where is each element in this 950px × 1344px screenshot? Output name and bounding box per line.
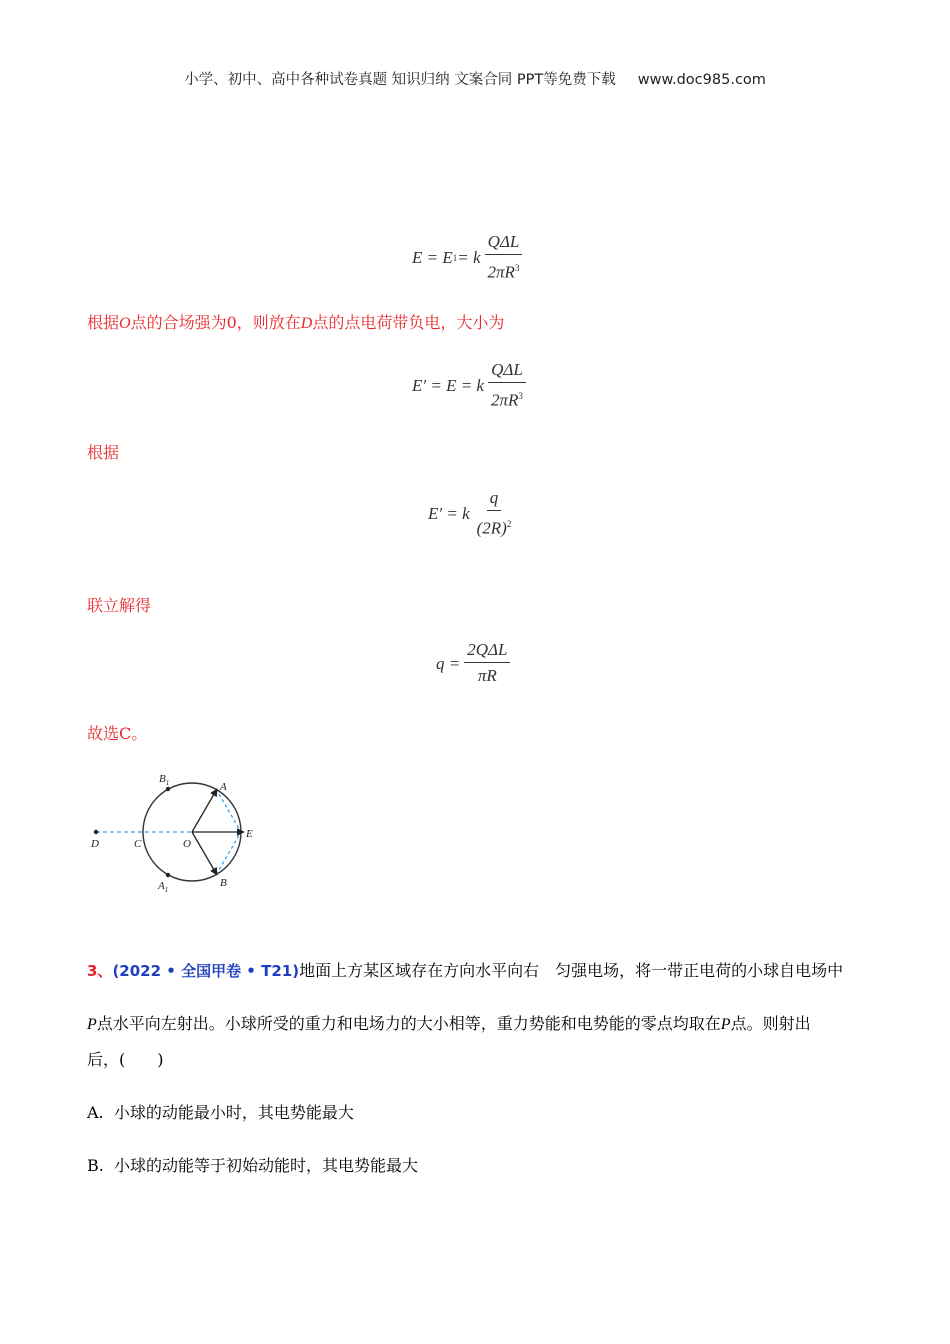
formula-4-numerator: 2QΔL (464, 640, 510, 663)
label-a: A (220, 781, 227, 793)
formula-3-den-sup: 2 (506, 519, 512, 529)
var-p-2: P (720, 1016, 731, 1033)
point-b1 (166, 787, 170, 791)
formula-2-numerator: QΔL (488, 360, 526, 383)
formula-4-lhs: q = (436, 653, 461, 673)
question-line-2-text: 点水平向左射出。小球所受的重力和电场力的大小相等，重力势能和电势能的零点均取在 (96, 1014, 721, 1033)
option-a[interactable] (87, 1100, 354, 1123)
formula-1-lhs: E = E (412, 247, 453, 267)
label-e: E (246, 828, 253, 840)
label-b: B (220, 877, 227, 889)
option-a-text: 小球的动能最小时，其电势能最大 (113, 1103, 354, 1122)
formula-2-denominator: 2πR (490, 390, 519, 410)
formula-2-fraction (488, 360, 526, 412)
formula-1-eq: = k (457, 247, 481, 267)
formula-1-den-sup: 3 (514, 263, 520, 273)
arrow-oa (192, 789, 217, 832)
label-a1: $A_1$ (158, 880, 169, 894)
formula-4-fraction (464, 640, 510, 687)
formula-3-numerator: q (487, 488, 502, 511)
solution-line-1-post: 点的点电荷带负电，大小为 (312, 313, 505, 332)
page-header (0, 68, 950, 89)
point-d (94, 830, 98, 834)
question-3-line-1 (87, 960, 867, 982)
solution-line-1-mid: 点的合场强为0，则放在 (130, 313, 301, 332)
arrow-ob (192, 832, 217, 875)
formula-1 (412, 232, 522, 284)
label-c: C (134, 838, 142, 850)
formula-4 (436, 640, 510, 687)
solution-line-1 (87, 310, 504, 333)
option-a-letter: A. (87, 1103, 104, 1122)
label-o: O (183, 838, 191, 850)
formula-4-denominator: πR (477, 666, 497, 685)
question-number: 3、 (87, 962, 113, 980)
header-site-link[interactable]: www.doc985.com (637, 72, 766, 88)
formula-2 (412, 360, 526, 412)
question-3-line-3: 后，( ) (87, 1050, 164, 1069)
var-d: D (300, 315, 313, 332)
formula-2-den-sup: 3 (518, 391, 523, 401)
option-b-text: 小球的动能等于初始动能时，其电势能最大 (114, 1156, 419, 1175)
formula-3 (428, 488, 514, 540)
formula-2-lhs: E′ = E = k (412, 375, 484, 395)
point-a1 (166, 873, 170, 877)
question-line-2-end: 点。则射出 (730, 1014, 811, 1033)
var-p: P (87, 1016, 97, 1033)
question-line-1-text: 地面上方某区域存在方向水平向右 匀强电场，将一带正电荷的小球自电场中 (299, 961, 844, 980)
header-text: 小学、初中、高中各种试卷真题 知识归纳 文案合同 PPT等免费下载 (184, 72, 616, 88)
formula-1-denominator: 2πR (487, 262, 515, 282)
formula-3-fraction (474, 488, 515, 540)
formula-3-denominator: (2R) (476, 518, 507, 538)
formula-1-sub: 1 (452, 252, 458, 263)
label-d: D (91, 838, 99, 850)
formula-3-lhs: E′ = k (428, 503, 470, 523)
solution-line-3: 联立解得 (87, 596, 152, 615)
question-source: (2022 • 全国甲卷 • T21) (112, 962, 300, 980)
var-o: O (119, 315, 131, 332)
question-3-line-2 (87, 1013, 867, 1036)
formula-1-fraction (485, 232, 523, 284)
solution-line-4: 故选C。 (87, 724, 148, 743)
formula-1-numerator: QΔL (485, 232, 523, 255)
circle-field-diagram (80, 765, 280, 905)
option-b[interactable] (87, 1153, 418, 1176)
option-b-letter: B. (87, 1156, 104, 1175)
solution-line-2: 根据 (87, 443, 120, 462)
solution-line-1-pre: 根据 (87, 313, 120, 332)
label-b1: $B_1$ (159, 773, 170, 787)
